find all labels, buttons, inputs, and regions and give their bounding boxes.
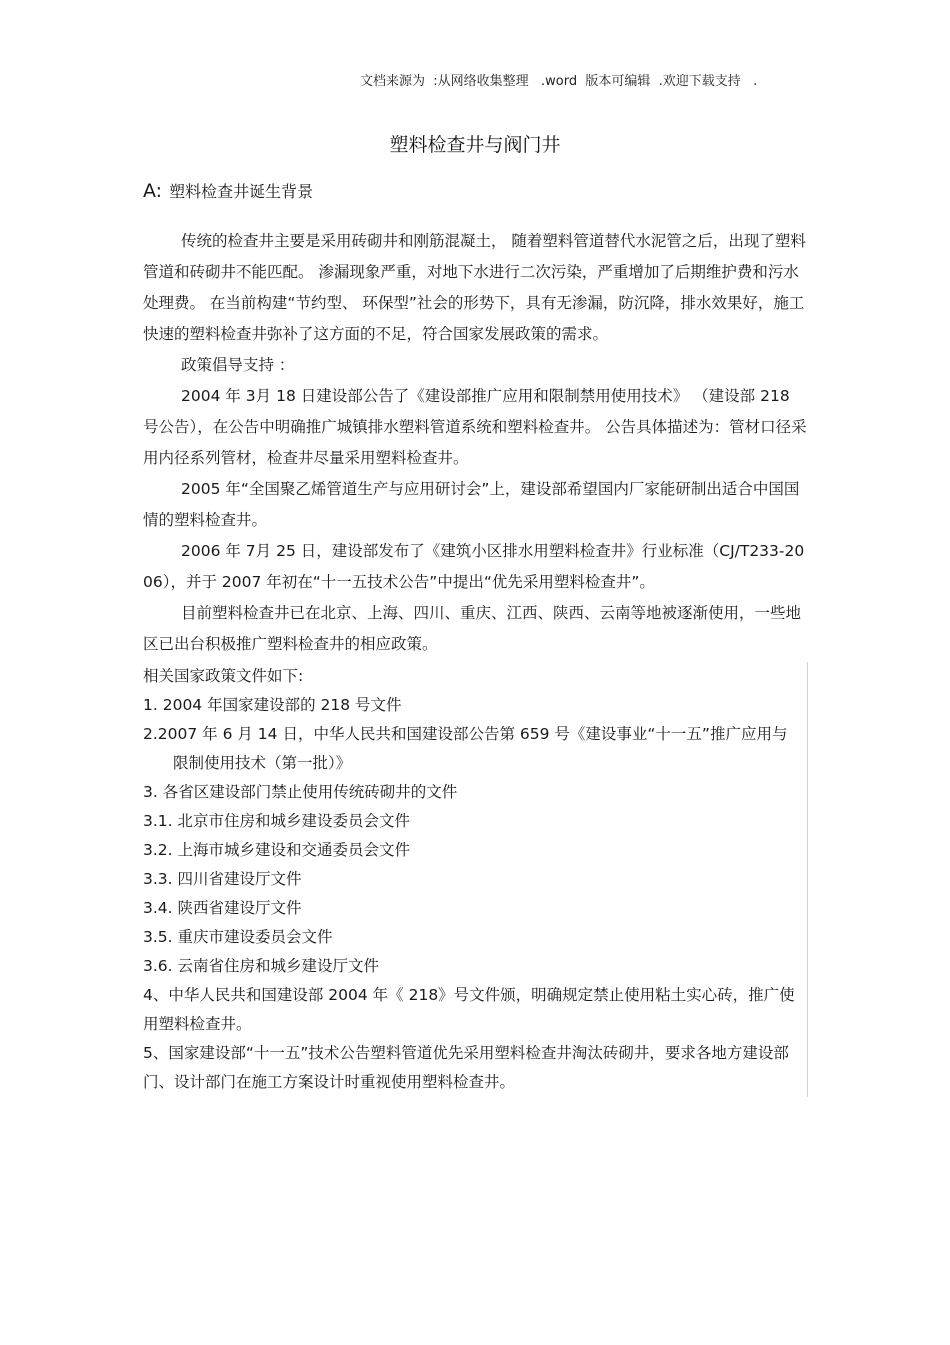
section-prefix: A: bbox=[143, 180, 163, 202]
policy-item: 3.5. 重庆市建设委员会文件 bbox=[143, 928, 333, 946]
paragraph-2006: 2006 年 7月 25 日，建设部发布了《建筑小区排水用塑料检查井》行业标准（CJ/T233-2006），并于 2007 年初在“十一五技术公告”中提出“优先采用塑料检查井”。 bbox=[143, 542, 805, 591]
policy-item: 3.3. 四川省建设厅文件 bbox=[143, 870, 302, 888]
policy-item: 5、国家建设部“十一五”技术公告塑料管道优先采用塑料检查井淘汰砖砌井，要求各地方建设部门、设计部门在施工方案设计时重视使用塑料检查井。 bbox=[143, 1044, 789, 1091]
document-title: 塑料检查井与阀门井 bbox=[389, 134, 561, 156]
policy-item: 3.1. 北京市住房和城乡建设委员会文件 bbox=[143, 812, 411, 830]
policy-list bbox=[143, 662, 808, 1097]
document-body bbox=[143, 178, 808, 1097]
source-note: 文档来源为 :从网络收集整理 .word 版本可编辑 .欢迎下载支持 . bbox=[360, 74, 758, 89]
policy-item: 2.2007 年 6 月 14 日，中华人民共和国建设部公告第 659 号《建设事业“十一五”推广应用与限制使用技术（第一批）》 bbox=[143, 725, 788, 772]
paragraph-background: 传统的检查井主要是采用砖砌井和刚筋混凝土， 随着塑料管道替代水泥管之后，出现了塑料管道和砖砌井不能匹配。 渗漏现象严重，对地下水进行二次污染，严重增加了后期维护费和污水处理费。 在当前构建“节约型、 环保型”社会的形势下，具有无渗漏，防沉降，排水效果好，施工快速的塑料检查井弥补了这方面的不足，符合国家发展政策的需求。 bbox=[143, 232, 806, 343]
paragraph-current: 目前塑料检查井已在北京、上海、四川、重庆、江西、陕西、云南等地被逐渐使用，一些地区已出台积极推广塑料检查井的相应政策。 bbox=[143, 604, 802, 653]
policy-item: 3.2. 上海市城乡建设和交通委员会文件 bbox=[143, 841, 411, 859]
paragraph-2005: 2005 年“全国聚乙烯管道生产与应用研讨会”上，建设部希望国内厂家能研制出适合中国国情的塑料检查井。 bbox=[143, 480, 800, 529]
policy-item: 1. 2004 年国家建设部的 218 号文件 bbox=[143, 696, 402, 714]
paragraph-2004: 2004 年 3月 18 日建设部公告了《建设部推广应用和限制禁用使用技术》 （建设部 218 号公告），在公告中明确推广城镇排水塑料管道系统和塑料检查井。 公告具体描述为：管材口径采用内径系列管材，检查井尽量采用塑料检查井。 bbox=[143, 387, 807, 467]
policy-item: 3.6. 云南省住房和城乡建设厅文件 bbox=[143, 957, 380, 975]
section-heading bbox=[143, 178, 808, 205]
policy-item: 3. 各省区建设部门禁止使用传统砖砌井的文件 bbox=[143, 783, 458, 801]
policy-list-title: 相关国家政策文件如下: bbox=[143, 667, 304, 685]
policy-item: 3.4. 陕西省建设厅文件 bbox=[143, 899, 302, 917]
policy-item: 4、中华人民共和国建设部 2004 年《 218》号文件颁，明确规定禁止使用粘土实心砖，推广使用塑料检查井。 bbox=[143, 986, 795, 1033]
paragraph-policy-support: 政策倡导支持 ： bbox=[181, 356, 295, 374]
section-heading-text: 塑料检查井诞生背景 bbox=[169, 182, 314, 201]
